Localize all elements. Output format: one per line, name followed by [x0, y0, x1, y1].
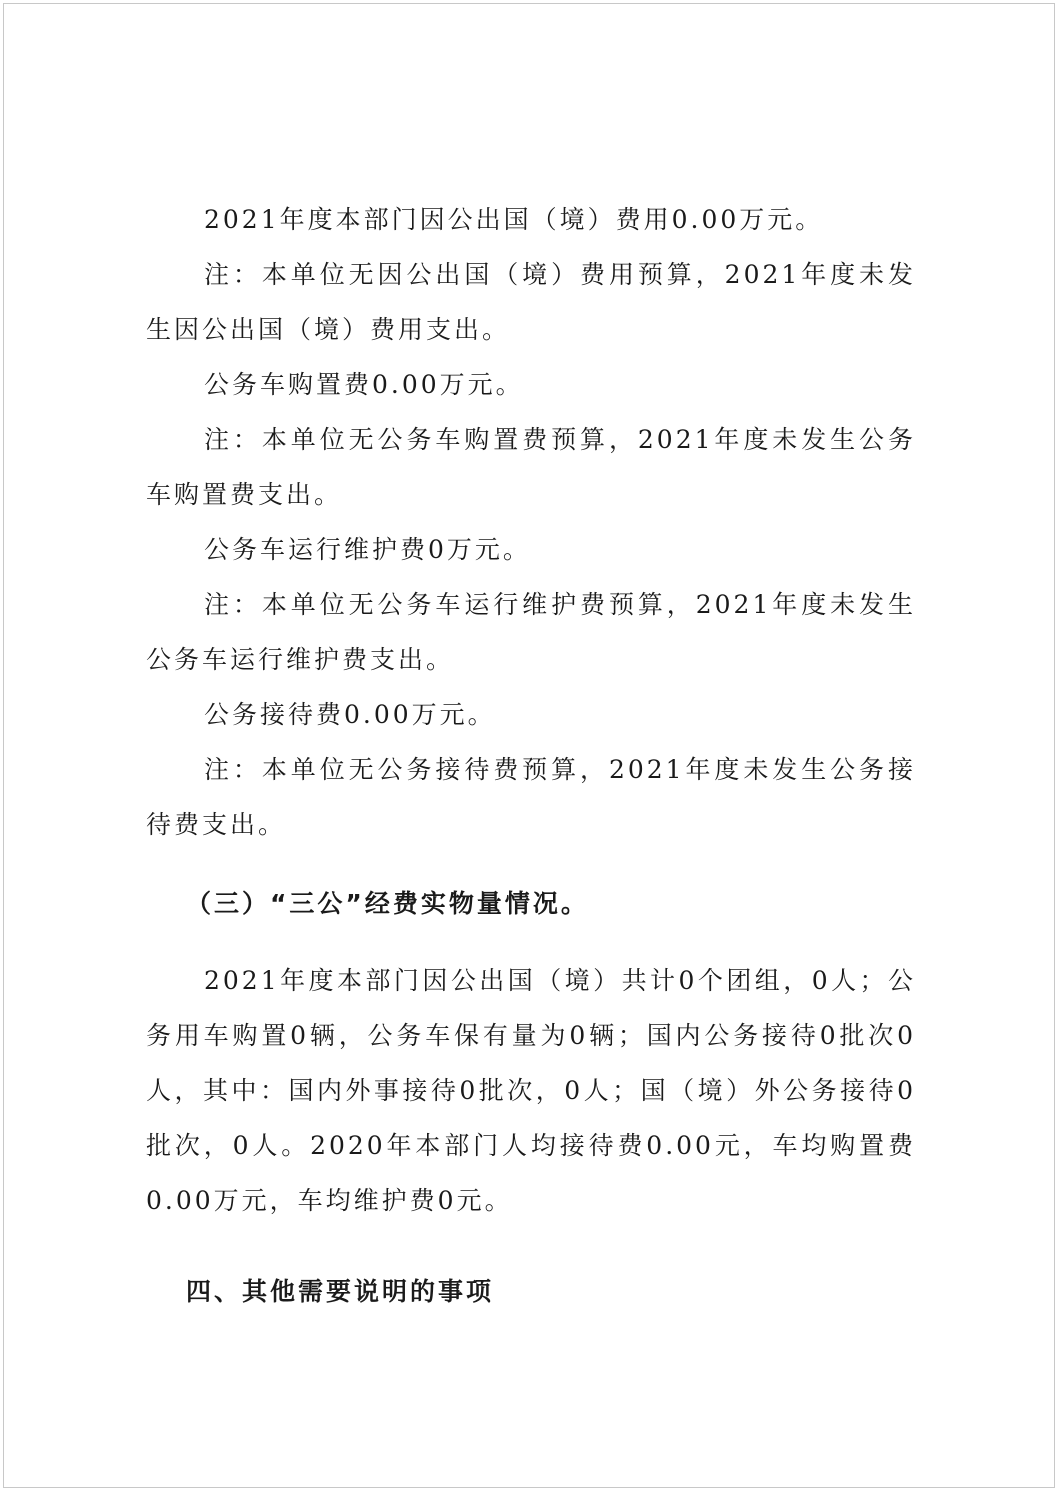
paragraph-travel-cost: 2021年度本部门因公出国（境）费用0.00万元。	[204, 205, 824, 234]
note-reception-cost: 注：本单位无公务接待费预算，2021年度未发生公务接待费支出。	[146, 755, 916, 839]
note-vehicle-purchase: 注：本单位无公务车购置费预算，2021年度未发生公务车购置费支出。	[146, 425, 916, 509]
note-travel-cost: 注：本单位无因公出国（境）费用预算，2021年度未发生因公出国（境）费用支出。	[146, 260, 916, 344]
section-3-heading: （三）“三公”经费实物量情况。	[186, 889, 589, 918]
note-vehicle-maintenance: 注：本单位无公务车运行维护费预算，2021年度未发生公务车运行维护费支出。	[146, 590, 916, 674]
document-page	[3, 3, 1055, 1488]
paragraph-vehicle-maintenance: 公务车运行维护费0万元。	[204, 535, 531, 564]
paragraph-vehicle-purchase: 公务车购置费0.00万元。	[204, 370, 524, 399]
paragraph-reception-cost: 公务接待费0.00万元。	[204, 700, 496, 729]
section-4-heading: 四、其他需要说明的事项	[186, 1277, 495, 1306]
document-body	[146, 192, 916, 1319]
section-3-body: 2021年度本部门因公出国（境）共计0个团组，0人；公务用车购置0辆，公务车保有量为0辆；国内公务接待0批次0人，其中：国内外事接待0批次，0人；国（境）外公务接待0批次，0人。2020年本部门人均接待费0.00元，车均购置费0.00万元，车均维护费0元。	[146, 966, 916, 1215]
